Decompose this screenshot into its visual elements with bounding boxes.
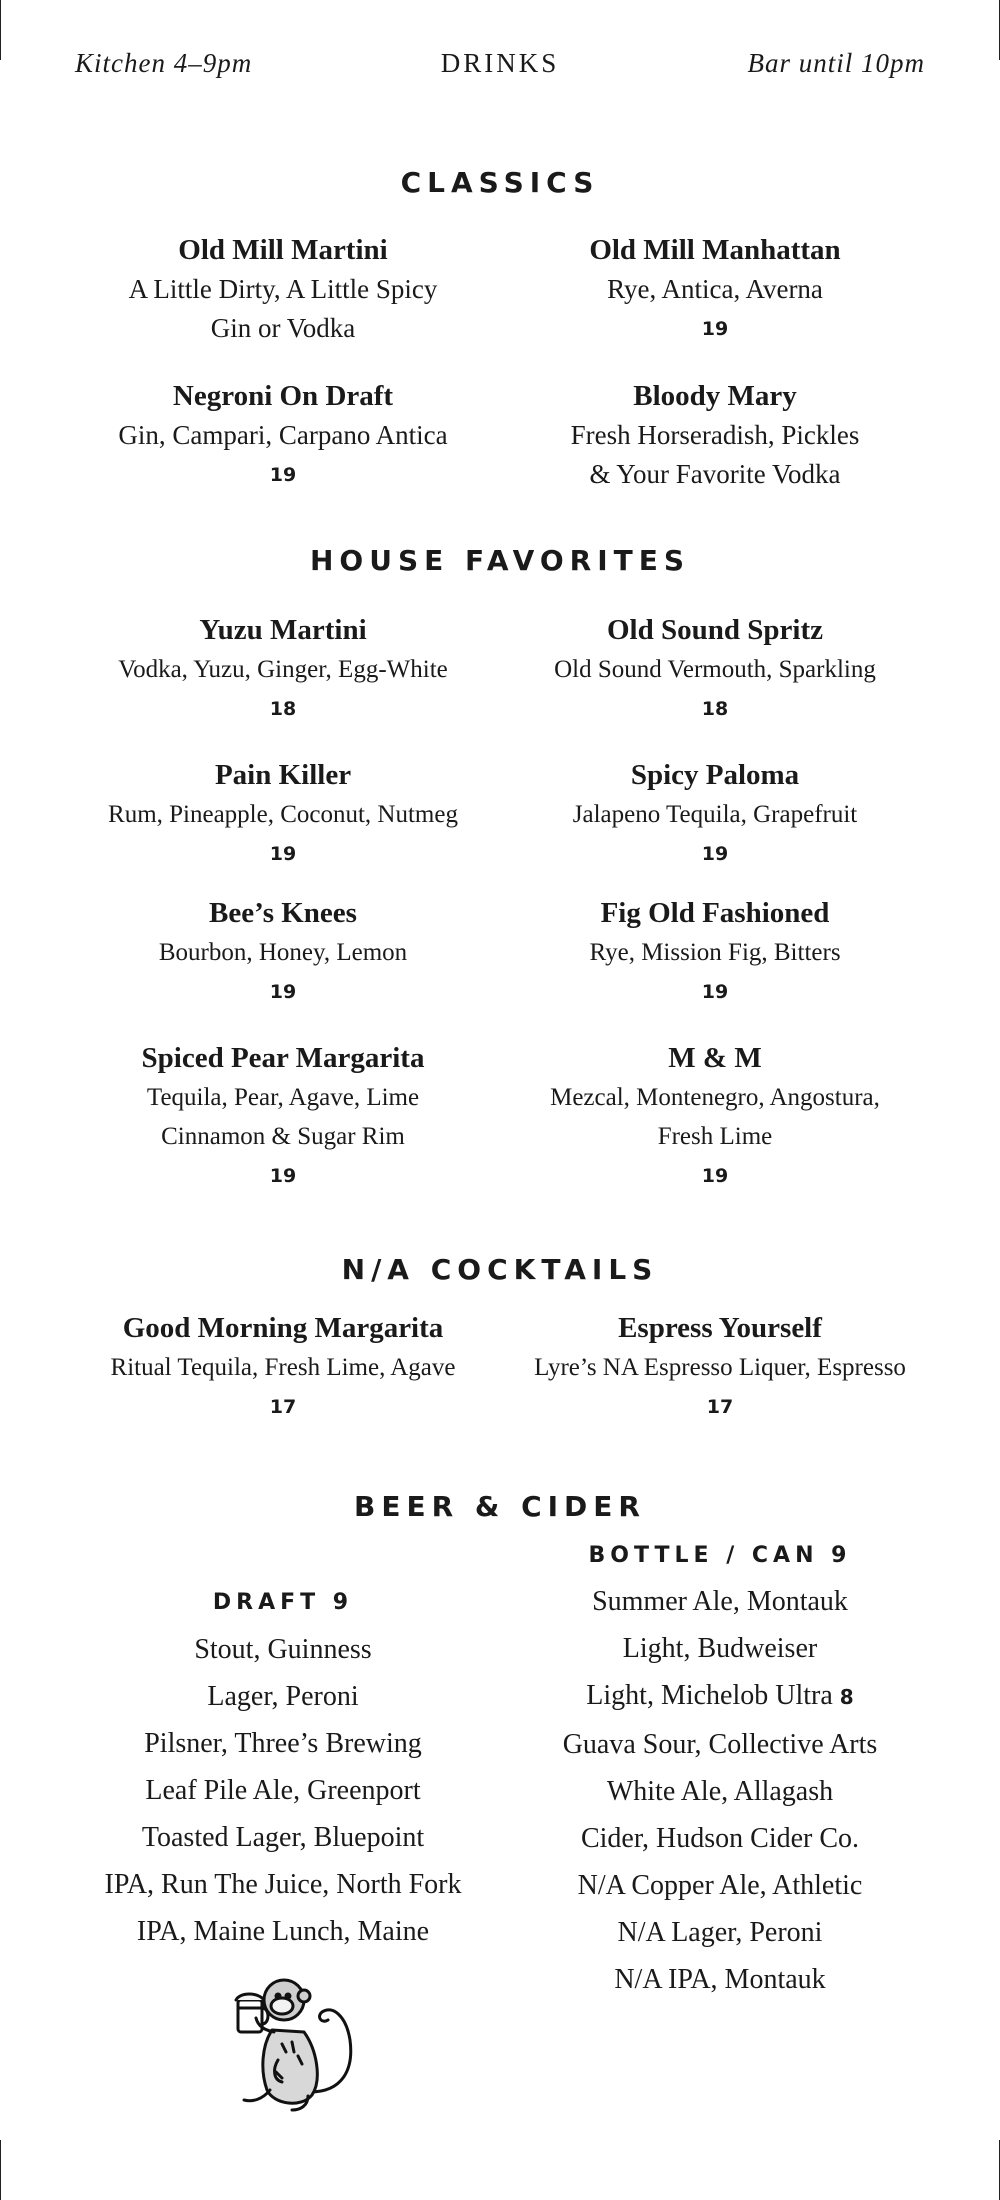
list-item: N/A Copper Ale, Athletic <box>577 1870 863 1901</box>
bar-hours: Bar until 10pm <box>747 48 925 78</box>
section-title-beer-cider: BEER & CIDER <box>354 1490 646 1523</box>
item-desc: Cinnamon & Sugar Rim <box>161 1123 405 1150</box>
item-desc: Mezcal, Montenegro, Angostura, <box>550 1084 880 1111</box>
item-name: Yuzu Martini <box>199 614 367 646</box>
section-title-na-cocktails: N/A COCKTAILS <box>341 1253 659 1286</box>
item-price: 17 <box>706 1396 734 1418</box>
menu-title: DRINKS <box>440 48 560 78</box>
item-name: Good Morning Margarita <box>122 1312 444 1344</box>
monkey-with-beer-icon <box>212 1960 372 2120</box>
crop-mark <box>0 2140 1 2200</box>
item-desc: Fresh Horseradish, Pickles <box>570 420 860 450</box>
menu-item <box>500 610 930 729</box>
bottle-can-list <box>505 1578 935 2003</box>
kitchen-hours: Kitchen 4–9pm <box>75 48 253 78</box>
menu-item <box>68 1038 498 1196</box>
bottle-can-title: BOTTLE / CAN 9 <box>588 1543 852 1568</box>
item-price: 8 <box>839 1685 854 1709</box>
item-price: 18 <box>269 698 297 720</box>
menu-item <box>68 893 498 1012</box>
item-price: 19 <box>269 1165 297 1187</box>
menu-item <box>68 1308 498 1427</box>
item-name: Spiced Pear Margarita <box>141 1042 425 1074</box>
item-desc: Rye, Antica, Averna <box>607 274 823 304</box>
menu-item <box>68 755 498 874</box>
item-name: Old Mill Manhattan <box>589 234 841 266</box>
list-item: N/A IPA, Montauk <box>614 1964 826 1995</box>
item-desc: Bourbon, Honey, Lemon <box>158 939 408 966</box>
menu-item <box>500 755 930 874</box>
item-desc: Old Sound Vermouth, Sparkling <box>554 656 876 683</box>
list-item: Stout, Guinness <box>194 1634 372 1665</box>
item-desc: Tequila, Pear, Agave, Lime <box>146 1084 420 1111</box>
item-desc: A Little Dirty, A Little Spicy <box>128 274 438 304</box>
item-price: 19 <box>269 843 297 865</box>
item-price: 19 <box>701 981 729 1003</box>
item-name: Spicy Paloma <box>630 759 800 791</box>
item-price: 19 <box>269 981 297 1003</box>
list-item: Leaf Pile Ale, Greenport <box>145 1775 421 1806</box>
item-desc: Jalapeno Tequila, Grapefruit <box>572 801 858 828</box>
list-item: Guava Sour, Collective Arts <box>562 1729 878 1760</box>
draft-title: DRAFT 9 <box>212 1590 354 1615</box>
section-title-house-favorites: HOUSE FAVORITES <box>309 544 691 577</box>
crop-mark <box>0 0 1 60</box>
item-desc: Fresh Lime <box>657 1123 773 1150</box>
item-name: M & M <box>668 1042 762 1074</box>
list-item <box>505 1672 935 1721</box>
item-name: Fig Old Fashioned <box>600 897 830 929</box>
menu-item <box>68 376 498 495</box>
item-label: Light, Michelob Ultra <box>586 1680 833 1711</box>
item-desc: Gin, Campari, Carpano Antica <box>118 420 448 450</box>
list-item: Light, Budweiser <box>622 1633 818 1664</box>
section-title-classics: CLASSICS <box>400 166 600 199</box>
item-desc: Gin or Vodka <box>210 313 356 343</box>
item-name: Pain Killer <box>214 759 352 791</box>
item-desc: Rye, Mission Fig, Bitters <box>589 939 841 966</box>
menu-item <box>68 610 498 729</box>
list-item: Summer Ale, Montauk <box>592 1586 848 1617</box>
header-bar <box>75 48 925 88</box>
item-desc: Rum, Pineapple, Coconut, Nutmeg <box>108 801 458 828</box>
list-item: Toasted Lager, Bluepoint <box>141 1822 425 1853</box>
item-name: Old Mill Martini <box>178 234 388 266</box>
menu-item <box>500 1038 930 1196</box>
list-item: Pilsner, Three’s Brewing <box>144 1728 422 1759</box>
item-price: 18 <box>701 698 729 720</box>
item-price: 19 <box>701 318 729 340</box>
item-desc: Ritual Tequila, Fresh Lime, Agave <box>110 1354 456 1381</box>
list-item: IPA, Run The Juice, North Fork <box>104 1869 462 1900</box>
menu-item <box>500 893 930 1012</box>
menu-item <box>68 230 498 348</box>
item-name: Bloody Mary <box>633 380 797 412</box>
list-item: N/A Lager, Peroni <box>617 1917 823 1948</box>
item-name: Espress Yourself <box>618 1312 822 1344</box>
list-item: Lager, Peroni <box>207 1681 359 1712</box>
list-item: Cider, Hudson Cider Co. <box>580 1823 860 1854</box>
item-desc: & Your Favorite Vodka <box>589 459 841 489</box>
list-item: IPA, Maine Lunch, Maine <box>136 1916 430 1947</box>
menu-item <box>500 376 930 494</box>
item-price: 19 <box>701 1165 729 1187</box>
menu-item <box>505 1308 935 1427</box>
draft-list <box>68 1626 498 1955</box>
item-name: Bee’s Knees <box>209 897 357 929</box>
list-item: White Ale, Allagash <box>606 1776 834 1807</box>
item-price: 17 <box>269 1396 297 1418</box>
item-desc: Vodka, Yuzu, Ginger, Egg-White <box>118 656 448 683</box>
item-desc: Lyre’s NA Espresso Liquer, Espresso <box>534 1354 906 1381</box>
item-price: 19 <box>269 464 297 486</box>
item-name: Old Sound Spritz <box>607 614 823 646</box>
menu-item <box>500 230 930 349</box>
item-name: Negroni On Draft <box>172 380 394 412</box>
item-price: 19 <box>701 843 729 865</box>
